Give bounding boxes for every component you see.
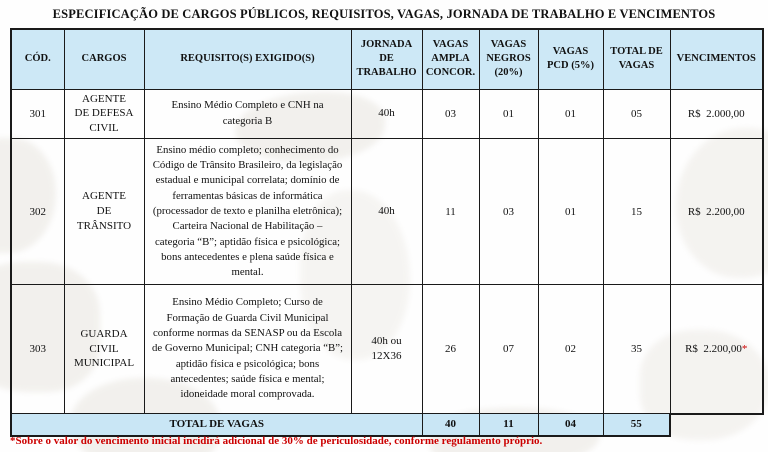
vagas-pcd-cell: 01 <box>538 89 603 139</box>
vagas-ampla-cell: 03 <box>422 89 479 139</box>
page-title: ESPECIFICAÇÃO DE CARGOS PÚBLICOS, REQUISITOS, VAGAS, JORNADA DE TRABALHO E VENCIMENTOS <box>52 7 716 21</box>
requisitos-cell: Ensino Médio Completo e CNH na categoria B <box>144 89 351 139</box>
header-row <box>11 29 763 89</box>
cargo-cell: AGENTE DE DEFESA CIVIL <box>64 89 144 139</box>
vagas-pcd-cell: 02 <box>538 285 603 414</box>
table-row <box>11 89 763 139</box>
vagas-ampla-cell: 11 <box>422 139 479 285</box>
vagas-pcd-cell: 01 <box>538 139 603 285</box>
jornada-cell: 40h <box>351 139 422 285</box>
total-pcd-cell: 04 <box>538 414 603 436</box>
header-cod: CÓD. <box>11 29 64 89</box>
requisitos-cell: Ensino Médio Completo; Curso de Formação de Guarda Civil Municipal conforme normas da SENASP ou da Escola de Governo Municipal; CNH categoria “B”; aptidão física e psicológica; bons antecedentes; saúde física e mental; idoneidade moral comprovada. <box>144 285 351 414</box>
total-row <box>11 414 763 436</box>
vencimento-value: R$ 2.200,00 <box>685 342 742 355</box>
table-row <box>11 139 763 285</box>
cod-cell: 303 <box>11 285 64 414</box>
jornada-cell: 40h ou 12X36 <box>351 285 422 414</box>
vencimento-cell <box>670 285 763 414</box>
cargo-cell: GUARDA CIVIL MUNICIPAL <box>64 285 144 414</box>
total-vagas-cell: 05 <box>603 89 670 139</box>
header-vencimentos: VENCIMENTOS <box>670 29 763 89</box>
total-geral-cell: 55 <box>603 414 670 436</box>
vencimento-asterisk: * <box>741 342 748 355</box>
cargos-table <box>10 28 764 437</box>
total-ampla-cell: 40 <box>422 414 479 436</box>
vencimento-cell <box>670 89 763 139</box>
total-vagas-cell: 35 <box>603 285 670 414</box>
jornada-cell: 40h <box>351 89 422 139</box>
header-cargos: CARGOS <box>64 29 144 89</box>
header-jornada: JORNADA DE TRABALHO <box>351 29 422 89</box>
cod-cell: 301 <box>11 89 64 139</box>
vencimento-value: R$ 2.200,00 <box>687 205 745 218</box>
total-negros-cell: 11 <box>479 414 538 436</box>
header-vagas-ampla: VAGAS AMPLA CONCOR. <box>422 29 479 89</box>
footnote: *Sobre o valor do vencimento inicial incidirá adicional de 30% de periculosidade, conforme regulamento próprio. <box>10 435 543 447</box>
vencimento-cell <box>670 139 763 285</box>
total-row-label: TOTAL DE VAGAS <box>11 414 422 436</box>
header-vagas-negros: VAGAS NEGROS (20%) <box>479 29 538 89</box>
cod-cell: 302 <box>11 139 64 285</box>
vagas-ampla-cell: 26 <box>422 285 479 414</box>
total-vagas-cell: 15 <box>603 139 670 285</box>
vencimento-value: R$ 2.000,00 <box>687 107 745 120</box>
header-vagas-pcd: VAGAS PCD (5%) <box>538 29 603 89</box>
vagas-negros-cell: 03 <box>479 139 538 285</box>
cargo-cell: AGENTE DE TRÂNSITO <box>64 139 144 285</box>
table-row <box>11 285 763 414</box>
vagas-negros-cell: 07 <box>479 285 538 414</box>
vagas-negros-cell: 01 <box>479 89 538 139</box>
header-requisitos: REQUISITO(S) EXIGIDO(S) <box>144 29 351 89</box>
header-total-vagas: TOTAL DE VAGAS <box>603 29 670 89</box>
requisitos-cell: Ensino médio completo; conhecimento do Código de Trânsito Brasileiro, da legislação estadual e municipal correlata; domínio de ferramentas básicas de informática (processador de texto e planilha eletrônica); Carteira Nacional de Habilitação – categoria “B”; aptidão física e psicológica; bons antecedentes e plena saúde física e mental. <box>144 139 351 285</box>
